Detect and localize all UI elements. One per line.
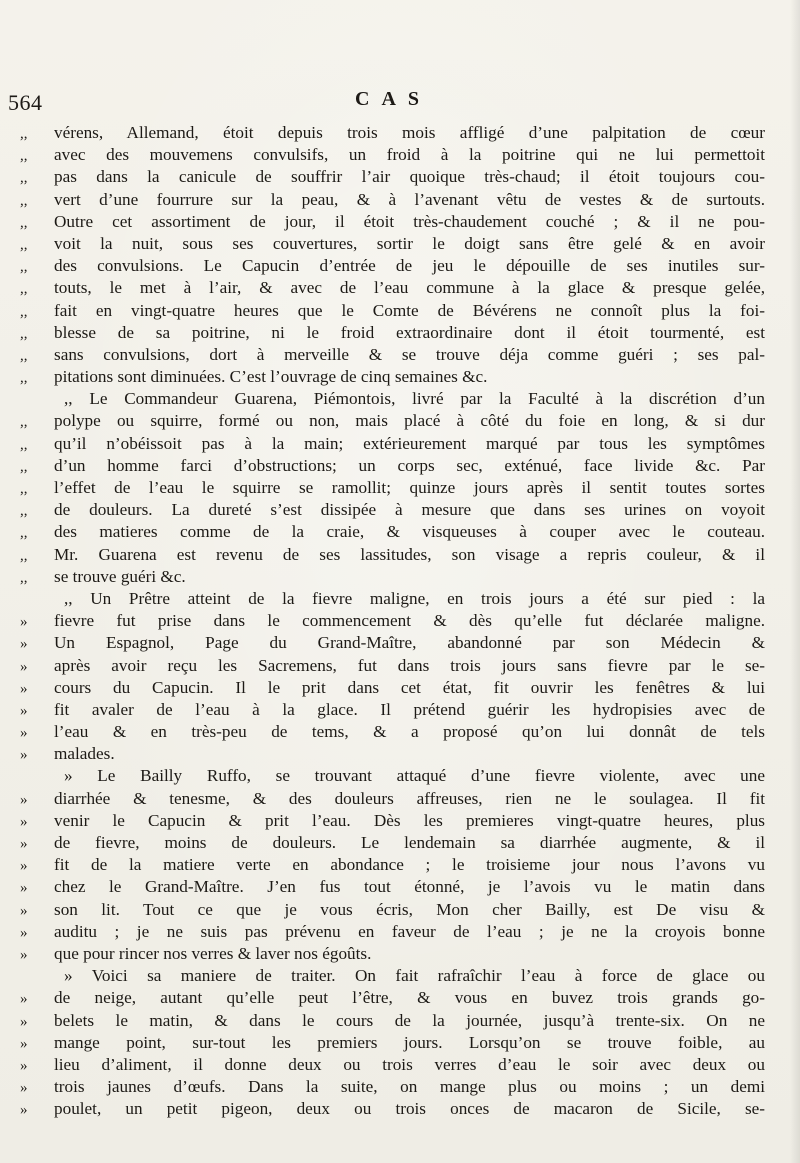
text-line (20, 300, 765, 322)
quote-mark: » (20, 1080, 28, 1097)
text-line (20, 1010, 765, 1032)
text-line (20, 566, 765, 588)
line-text: chez le Grand-Maître. J’en fus tout étonné, je l’avois vu le matin dans (54, 877, 765, 897)
quote-mark: » (20, 680, 28, 697)
line-text: venir le Capucin & prit l’eau. Dès les premieres vingt-quatre heures, plus (54, 810, 765, 830)
line-text: avec des mouvemens convulsifs, un froid à la poitrine qui ne lui permettoit (54, 145, 765, 165)
line-text: Mr. Guarena est revenu de ses lassitudes, son visage a repris couleur, & il (54, 544, 765, 564)
text-line (20, 144, 765, 166)
quote-mark: » (20, 614, 28, 631)
line-text: l’eau & en très-peu de tems, & a proposé qu’on lui donnât de tels (54, 722, 765, 742)
line-text: fit avaler de l’eau à la glace. Il prétend guérir les hydropisies avec de (54, 699, 765, 719)
line-text: pas dans la canicule de souffrir l’air quoique très-chaud; il étoit toujours cou- (54, 167, 765, 187)
quote-mark: » (20, 791, 28, 808)
quote-mark: ,, (20, 192, 28, 209)
text-line (20, 255, 765, 277)
text-line (20, 610, 765, 632)
text-line (20, 499, 765, 521)
text-line (20, 987, 765, 1009)
text-line (20, 122, 765, 144)
text-line (20, 366, 765, 388)
text-line (20, 544, 765, 566)
text-line (20, 965, 765, 987)
quote-mark: ,, (20, 126, 28, 142)
line-text: poulet, un petit pigeon, deux ou trois onces de macaron de Sicile, se- (54, 1099, 765, 1119)
line-text: se trouve guéri &c. (54, 566, 186, 586)
quote-mark: ,, (20, 236, 28, 253)
text-line (20, 677, 765, 699)
text-line (20, 388, 765, 410)
text-line (20, 521, 765, 543)
quote-mark: ,, (20, 525, 28, 542)
line-text: vert d’une fourrure sur la peau, & à l’avenant vêtu de vestes & de surtouts. (54, 189, 765, 209)
quote-mark: ,, (20, 259, 28, 276)
quote-mark: ,, (20, 303, 28, 320)
line-text: touts, le met à l’air, & avec de l’eau commune à la glace & presque gelée, (54, 278, 765, 298)
text-line (20, 655, 765, 677)
line-text: après avoir reçu les Sacremens, fut dans trois jours sans fievre par le se- (54, 655, 765, 675)
line-text: belets le matin, & dans le cours de la journée, jusqu’à trente-six. On ne (54, 1010, 765, 1030)
text-line (20, 410, 765, 432)
quote-mark: ,, (20, 481, 28, 497)
quote-mark: ,, (20, 458, 28, 475)
quote-mark: ,, (20, 370, 28, 387)
line-text: cours du Capucin. Il le prit dans cet état, fit ouvrir les fenêtres & lui (54, 677, 765, 697)
text-line (20, 1098, 765, 1120)
line-text: » Voici sa maniere de traiter. On fait rafraîchir l’eau à force de glace ou (64, 966, 765, 986)
text-line (20, 1032, 765, 1054)
line-text: blesse de sa poitrine, ni le froid extraordinaire dont il étoit tourmenté, est (54, 322, 765, 342)
quote-mark: » (20, 1035, 28, 1052)
text-line (20, 189, 765, 211)
quote-mark: » (20, 902, 28, 919)
text-line (20, 632, 765, 654)
quote-mark: » (20, 1102, 28, 1119)
line-text: trois jaunes d’œufs. Dans la suite, on mange plus ou moins ; un demi (54, 1077, 765, 1097)
text-line (20, 588, 765, 610)
text-line (20, 788, 765, 810)
quote-mark: » (20, 946, 28, 963)
text-line (20, 455, 765, 477)
line-text: sans convulsions, dort à merveille & se trouve déja comme guéri ; ses pal- (54, 344, 765, 364)
line-text: lieu d’aliment, il donne deux ou trois verres d’eau le soir avec deux ou (54, 1054, 765, 1074)
line-text: voit la nuit, sous ses couvertures, sortir le doigt sans être gelé & en avoir (54, 233, 765, 253)
quote-mark: » (20, 924, 28, 941)
text-line (20, 832, 765, 854)
text-line (20, 277, 765, 299)
quote-mark: » (20, 880, 28, 897)
line-text: pitations sont diminuées. C’est l’ouvrage de cinq semaines &c. (54, 367, 488, 387)
text-line (20, 899, 765, 921)
text-line (20, 943, 765, 965)
quote-mark: ,, (20, 503, 28, 520)
line-text: Outre cet assortiment de jour, il étoit très-chaudement couché ; & il ne pou- (54, 211, 765, 231)
line-text: fait en vingt-quatre heures que le Comte de Bévérens ne connoît plus la foi- (54, 300, 765, 320)
text-line (20, 1076, 765, 1098)
text-line (20, 477, 765, 499)
quote-mark: » (20, 836, 28, 852)
line-text: vérens, Allemand, étoit depuis trois mois affligé d’une palpitation de cœur (54, 123, 765, 142)
quote-mark: » (20, 658, 28, 675)
text-line (20, 699, 765, 721)
quote-mark: » (20, 1013, 28, 1030)
line-text: des matieres comme de la craie, & visqueuses à couper avec le couteau. (54, 522, 765, 542)
text-line (20, 433, 765, 455)
text-line (20, 876, 765, 898)
text-line (20, 721, 765, 743)
text-line (20, 854, 765, 876)
line-text: auditu ; je ne suis pas prévenu en faveur de l’eau ; je ne la croyois bonne (54, 921, 765, 941)
line-text: de fievre, moins de douleurs. Le lendemain sa diarrhée augmente, & il (54, 833, 765, 852)
text-line (20, 166, 765, 188)
line-text: ,, Un Prêtre atteint de la fievre maligne, en trois jours a été sur pied : la (64, 588, 765, 608)
quote-mark: » (20, 725, 28, 742)
line-text: des convulsions. Le Capucin d’entrée de jeu le dépouille de ses inutiles sur- (54, 256, 765, 276)
line-text: fit de la matiere verte en abondance ; le troisieme jour nous l’avons vu (54, 855, 765, 875)
page-number: 564 (8, 90, 43, 115)
quote-mark: » (20, 858, 28, 875)
line-text: de douleurs. La dureté s’est dissipée à mesure que dans ses urines on voyoit (54, 500, 765, 520)
line-text: mange point, sur-tout les premiers jours. Lorsqu’on se trouve foible, au (54, 1032, 765, 1052)
line-text: d’un homme farci d’obstructions; un corps sec, exténué, face livide &c. Par (54, 455, 765, 475)
quote-mark: ,, (20, 347, 28, 364)
quote-mark: » (20, 747, 28, 764)
text-line (20, 765, 765, 787)
body-text (20, 122, 765, 1120)
text-line (20, 322, 765, 344)
quote-mark: ,, (20, 547, 28, 564)
quote-mark: » (20, 813, 28, 830)
line-text: son lit. Tout ce que je vous écris, Mon cher Bailly, est De visu & (54, 899, 765, 919)
quote-mark: » (20, 636, 28, 653)
text-line (20, 921, 765, 943)
running-head: CAS (355, 88, 432, 110)
line-text: diarrhée & tenesme, & des douleurs affreuses, rien ne le soulagea. Il fit (54, 788, 765, 808)
line-text: que pour rincer nos verres & laver nos égoûts. (54, 943, 372, 963)
text-line (20, 1054, 765, 1076)
quote-mark: ,, (20, 281, 28, 298)
quote-mark: ,, (20, 414, 28, 431)
quote-mark: ,, (20, 148, 28, 165)
quote-mark: ,, (20, 214, 28, 231)
text-line (20, 743, 765, 765)
line-text: ,, Le Commandeur Guarena, Piémontois, livré par la Faculté à la discrétion d’un (64, 389, 765, 409)
line-text: malades. (54, 744, 115, 764)
line-text: » Le Bailly Ruffo, se trouvant attaqué d’une fievre violente, avec une (64, 766, 765, 786)
line-text: qu’il n’obéissoit pas à la main; extérieurement marqué par tous les symptômes (54, 433, 765, 453)
quote-mark: ,, (20, 569, 28, 586)
text-line (20, 233, 765, 255)
line-text: fievre fut prise dans le commencement & dès qu’elle fut déclarée maligne. (54, 611, 765, 631)
text-line (20, 344, 765, 366)
line-text: de neige, autant qu’elle peut l’être, & vous en buvez trois grands go- (54, 988, 765, 1008)
page-edge-shadow (790, 0, 800, 1163)
line-text: polype ou squirre, formé ou non, mais placé à côté du foie en long, & si dur (54, 411, 765, 431)
text-line (20, 810, 765, 832)
line-text: Un Espagnol, Page du Grand-Maître, abandonné par son Médecin & (54, 633, 765, 653)
quote-mark: ,, (20, 170, 28, 187)
line-text: l’effet de l’eau le squirre se ramollit; quinze jours après il sentit toutes sortes (54, 478, 765, 497)
quote-mark: ,, (20, 325, 28, 342)
quote-mark: » (20, 702, 28, 719)
quote-mark: » (20, 1057, 28, 1074)
text-line (20, 211, 765, 233)
quote-mark: » (20, 991, 28, 1008)
quote-mark: ,, (20, 436, 28, 453)
